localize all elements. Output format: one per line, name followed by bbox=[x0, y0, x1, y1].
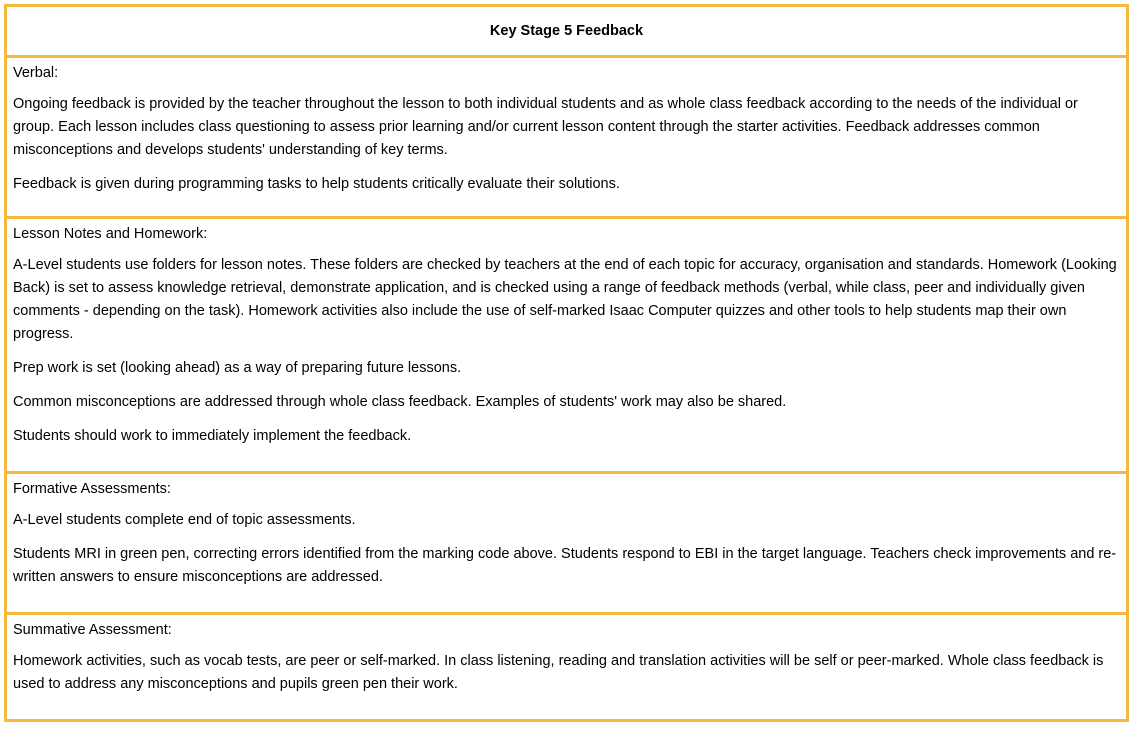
section-row-summative bbox=[6, 614, 1128, 721]
section-heading-homework: Lesson Notes and Homework: bbox=[13, 226, 208, 242]
section-cell-homework bbox=[6, 218, 1128, 473]
section-cell-formative bbox=[6, 473, 1128, 614]
section-paragraph: A-Level students use folders for lesson notes. These folders are checked by teachers at the end of each topic for accuracy, organisation and standards. Homework (Looking Back) is set to assess knowledge retrieval, demonstrate application, and is checked using a range of feedback methods (verbal, while class, peer and individually given comments - depending on the task). Homework activities also include the use of self-marked Isaac Computer quizzes and other tools to help students map their own progress. bbox=[13, 257, 1117, 342]
section-heading-verbal: Verbal: bbox=[13, 65, 59, 81]
title-cell bbox=[6, 6, 1128, 57]
section-cell-summative bbox=[6, 614, 1128, 721]
section-paragraph: Prep work is set (looking ahead) as a way of preparing future lessons. bbox=[13, 360, 462, 376]
section-heading-summative: Summative Assessment: bbox=[13, 622, 172, 638]
title-row bbox=[6, 6, 1128, 57]
section-row-formative bbox=[6, 473, 1128, 614]
section-row-verbal bbox=[6, 57, 1128, 218]
section-paragraph: Common misconceptions are addressed through whole class feedback. Examples of students' work may also be shared. bbox=[13, 394, 787, 410]
section-paragraph: Students MRI in green pen, correcting errors identified from the marking code above. Students respond to EBI in the target language. Teachers check improvements and re-written answers to ensure misconceptions are addressed. bbox=[13, 546, 1117, 585]
section-paragraph: Students should work to immediately implement the feedback. bbox=[13, 428, 412, 444]
section-paragraph: A-Level students complete end of topic assessments. bbox=[13, 512, 356, 528]
section-cell-verbal bbox=[6, 57, 1128, 218]
section-paragraph: Ongoing feedback is provided by the teacher throughout the lesson to both individual students and as whole class feedback according to the needs of the individual or group. Each lesson includes class questioning to assess prior learning and/or current lesson content through the starter activities. Feedback addresses common misconceptions and develops students' understanding of key terms. bbox=[13, 96, 1078, 158]
section-paragraph: Feedback is given during programming tasks to help students critically evaluate their solutions. bbox=[13, 176, 620, 192]
section-row-homework bbox=[6, 218, 1128, 473]
document-title: Key Stage 5 Feedback bbox=[489, 23, 644, 39]
feedback-table bbox=[4, 4, 1129, 722]
section-paragraph: Homework activities, such as vocab tests, are peer or self-marked. In class listening, reading and translation activities will be self or peer-marked. Whole class feedback is used to address any misconceptions and pupils green pen their work. bbox=[13, 653, 1104, 692]
section-heading-formative: Formative Assessments: bbox=[13, 481, 171, 497]
